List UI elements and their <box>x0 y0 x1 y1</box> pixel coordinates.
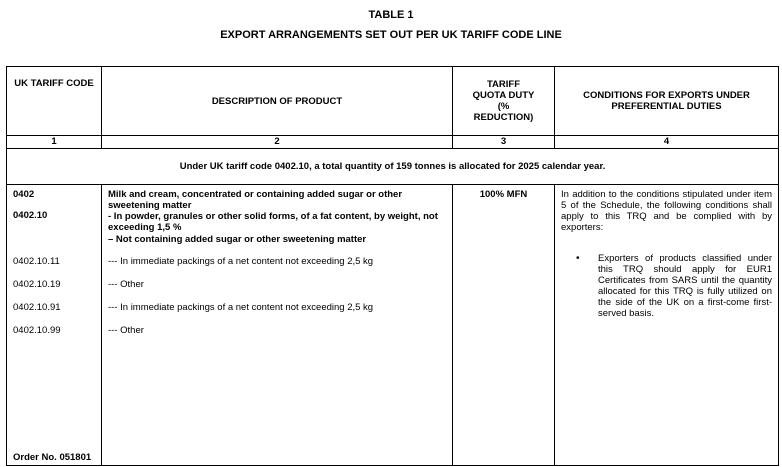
tariff-code: 0402.10.91 <box>13 302 61 313</box>
conditions-cell <box>555 185 779 466</box>
duty-cell <box>453 185 555 466</box>
export-arrangements-table <box>6 66 779 466</box>
column-number: 3 <box>453 136 555 149</box>
column-number: 2 <box>102 136 453 149</box>
product-description: - In powder, granules or other solid forms, of a fat content, by weight, not exceeding 1,5 % <box>108 211 438 233</box>
header-description: DESCRIPTION OF PRODUCT <box>102 67 453 136</box>
description-cell <box>102 185 453 466</box>
column-number-row <box>7 136 779 149</box>
header-tariff-quota: TARIFF QUOTA DUTY (% REDUCTION) <box>453 67 555 136</box>
tariff-code: 0402.10.99 <box>13 325 61 336</box>
header-tariff-code: UK TARIFF CODE <box>7 67 102 136</box>
header-conditions: CONDITIONS FOR EXPORTS UNDER PREFERENTIAL DUTIES <box>555 67 779 136</box>
table-row <box>7 185 779 466</box>
header-row <box>7 67 779 136</box>
product-description: --- In immediate packings of a net content not exceeding 2,5 kg <box>108 256 374 267</box>
tariff-code: 0402.10.19 <box>13 279 61 290</box>
allocation-note: Under UK tariff code 0402.10, a total quantity of 159 tonnes is allocated for 2025 calendar year. <box>7 149 779 185</box>
order-number: Order No. 051801 <box>13 452 92 463</box>
product-description: --- Other <box>108 279 144 290</box>
product-description: --- Other <box>108 325 144 336</box>
table-subtitle: EXPORT ARRANGEMENTS SET OUT PER UK TARIFF CODE LINE <box>220 29 562 41</box>
conditions-intro: In addition to the conditions stipulated under item 5 of the Schedule, the following conditions shall apply to this TRQ and be complied with by exporters: <box>561 189 772 233</box>
bullet-icon: • <box>576 253 580 264</box>
allocation-note-row <box>7 149 779 185</box>
product-description: – Not containing added sugar or other sweetening matter <box>108 234 367 245</box>
duty-value: 100% MFN <box>479 189 528 200</box>
tariff-code: 0402.10.11 <box>13 256 60 267</box>
tariff-code: 0402.10 <box>13 210 48 221</box>
tariff-code-cell <box>7 185 102 466</box>
column-number: 1 <box>7 136 102 149</box>
product-description: Milk and cream, concentrated or containing added sugar or other sweetening matter <box>108 189 403 211</box>
conditions-bullet-text: Exporters of products classified under this TRQ should apply for EUR1 Certificates from SARS until the quantity allocated for this TRQ is fully utilized on the side of the UK on a first-come first-served basis. <box>598 253 772 319</box>
tariff-code: 0402 <box>13 189 35 200</box>
column-number: 4 <box>555 136 779 149</box>
product-description: --- In immediate packings of a net content not exceeding 2,5 kg <box>108 302 374 313</box>
table-title: TABLE 1 <box>368 9 414 21</box>
